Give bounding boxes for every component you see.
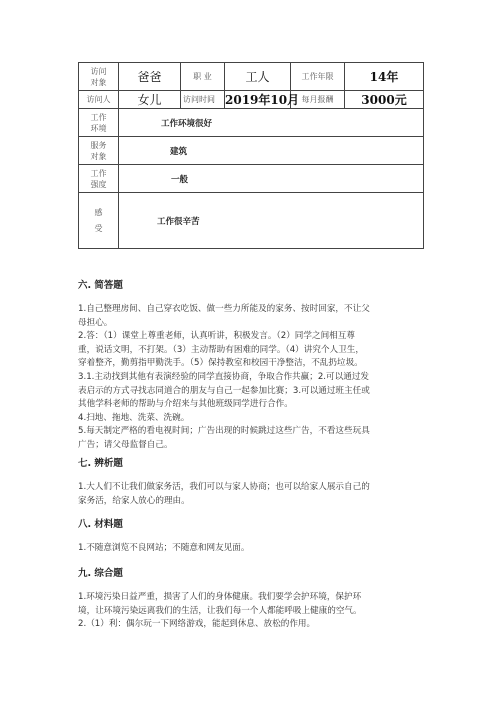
section-short-answer [78,280,428,453]
job-label: 职 业 [181,63,225,91]
answer-paragraph [78,542,428,556]
answer-line: 家务活，给家人放心的理由。 [78,495,190,506]
job-value: 工人 [225,63,291,91]
table-row [79,63,424,91]
section-discrimination [78,458,428,508]
table-row [79,137,424,165]
answer-line: 境，让环境污染远离我们的生活，让我们每一个人都能呼吸上健康的空气。 [78,605,362,616]
section-title: 六. 简答题 [78,280,123,291]
work-environment-label: 工作 环境 [79,109,119,137]
visit-time-value: 2019年10月 [225,91,291,109]
answer-line: 广告；请父母监督自己。 [78,439,173,450]
work-intensity-value: 一般 [119,165,424,193]
answer-paragraph [78,481,428,508]
service-target-label: 服务 对象 [79,137,119,165]
answer-paragraph [78,303,428,453]
answer-line: 1.不随意浏览不良网站；不随意和网友见面。 [78,543,250,553]
visit-time-label: 访问时间 [181,91,225,109]
service-target-value: 建筑 [119,137,424,165]
answer-line: 重，说话文明，不打架。（3）主动帮助有困难的同学。（4）讲究个人卫生， [78,344,364,355]
answer-line: 其他学科老师的帮助与介绍来与其他班级同学进行合作。 [78,399,293,410]
work-years-label: 工作年限 [291,63,345,91]
visitor-value: 女儿 [119,91,181,109]
monthly-pay-label: 每月报酬 [291,91,345,109]
table-row [79,91,424,109]
answer-line: 4.扫地、拖地、洗菜、洗碗。 [78,412,190,423]
visit-target-value: 爸爸 [119,63,181,91]
table-row [79,165,424,193]
visitor-label: 访问人 [79,91,119,109]
table-row [79,109,424,137]
answer-line: 2.答：（1）课堂上尊重老师，认真听讲，积极发言。（2）同学之间相互尊 [78,331,355,342]
work-years-value: 14年 [345,63,424,91]
section-material [78,519,428,556]
answer-line: 1.大人们不让我们做家务活，我们可以与家人协商；也可以给家人展示自己的 [78,482,370,492]
feeling-label: 感 受 [79,193,119,249]
section-comprehensive [78,568,428,632]
table-row [79,193,424,249]
work-intensity-label: 工作 强度 [79,165,119,193]
interview-table [78,62,424,249]
section-title: 七. 辨析题 [78,458,123,469]
answer-line: 5.每天制定严格的看电视时间；广告出现的时候跳过这些广告，不看这些玩具 [78,426,370,437]
answer-line: 穿着整齐，勤剪指甲勤洗手。（5）保持教室和校园干净整洁，不乱扔垃圾。 [78,358,363,369]
answer-line: 3.1.主动找到其他有表演经验的同学直接协商，争取合作共赢；2.可以通过发 [78,371,370,382]
answer-line: 表启示的方式寻找志同道合的朋友与自己一起参加比赛；3.可以通过班主任或 [78,385,370,396]
section-title: 九. 综合题 [78,568,123,579]
section-title: 八. 材料题 [78,519,123,530]
work-environment-value: 工作环境很好 [119,109,424,137]
answer-paragraph [78,591,428,632]
answer-line: 1.自己整理房间、自己穿衣吃饭、做一些力所能及的家务、按时回家，不让父 [78,304,370,314]
feeling-value: 工作很辛苦 [119,193,424,249]
visit-target-label: 访问 对象 [79,63,119,91]
answer-line: 1.环境污染日益严重，损害了人们的身体健康。我们要学会护环境，保护环 [78,592,362,602]
monthly-pay-value: 3000元 [345,91,424,109]
answer-line: 母担心。 [78,317,113,328]
answer-line: 2.（1）利：偶尔玩一下网络游戏，能起到休息、放松的作用。 [78,619,316,630]
